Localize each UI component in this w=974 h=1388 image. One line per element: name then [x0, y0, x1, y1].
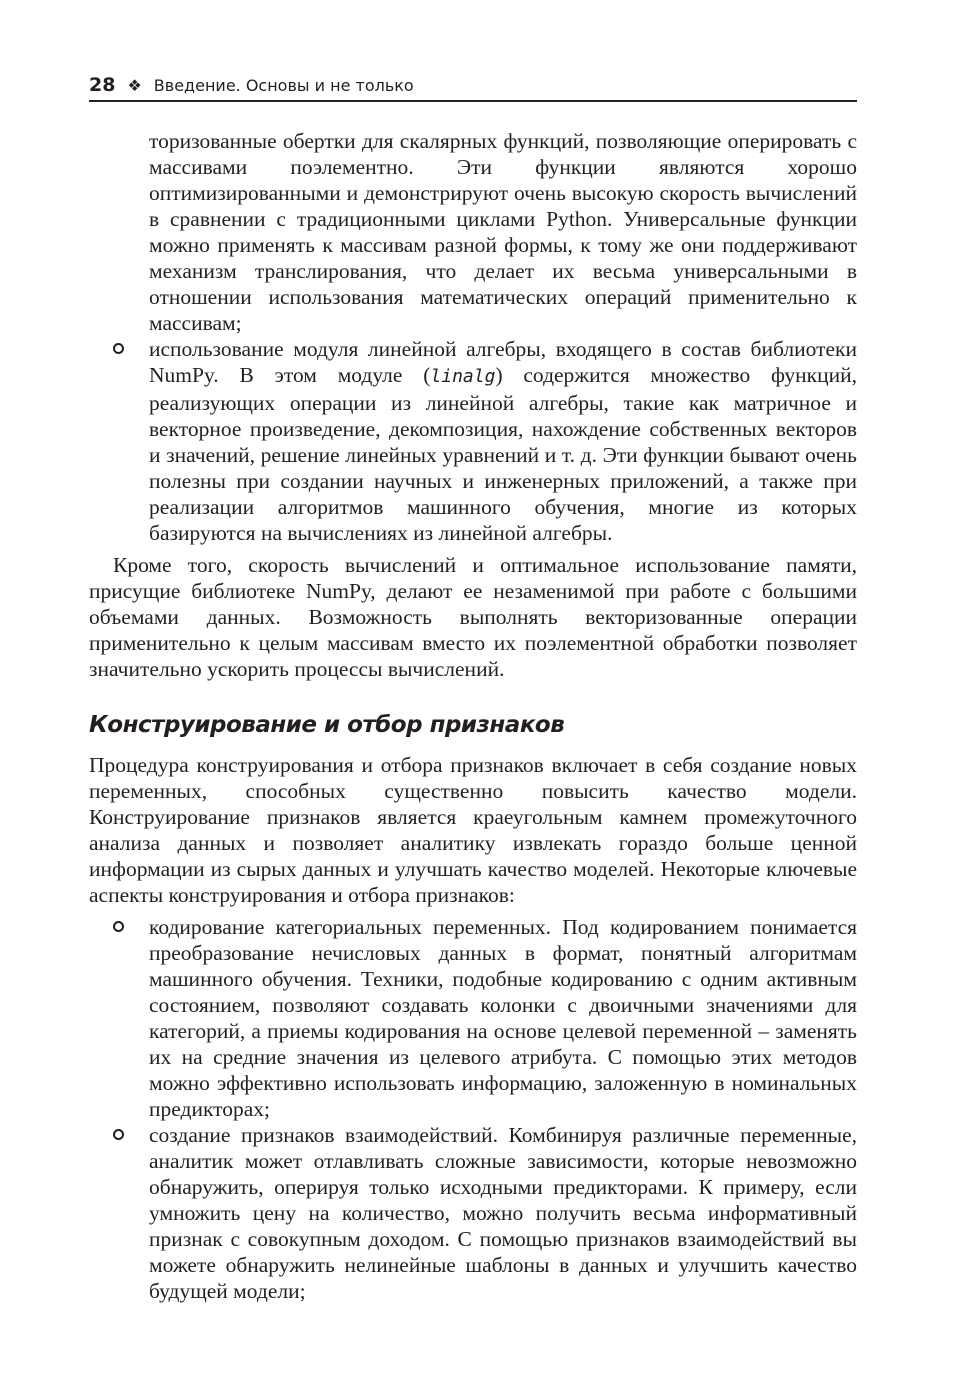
list-item: [89, 336, 857, 546]
list-item-continuation: [89, 128, 857, 336]
page-body: [89, 128, 857, 1304]
list-item: [89, 1122, 857, 1304]
feature-list: [89, 914, 857, 1304]
inline-code: linalg: [430, 366, 496, 387]
running-title: Введение. Основы и не только: [153, 75, 414, 95]
list-item-text: использование модуля линейной алгебры, входящего в состав библиотеки NumPy. В этом модуле (: [149, 337, 857, 387]
paragraph: Процедура конструирования и отбора признаков включает в себя создание новых переменных, способных существенно повысить качество модели. Конструирование признаков является краеугольным камнем промежуточного анализа данных и позволяет аналитику извлекать гораздо больше ценной информации из сырых данных и улучшать качество моделей. Некоторые ключевые аспекты конструирования и отбора признаков:: [89, 753, 857, 907]
page-number: 28: [89, 74, 116, 96]
bullet-circle-icon: [113, 1129, 124, 1140]
ornament-icon: ❖: [127, 75, 142, 95]
bullet-circle-icon: [113, 921, 124, 932]
paragraph: Кроме того, скорость вычислений и оптимальное использование памяти, присущие библиотеке NumPy, делают ее незаменимой при работе с большими объемами данных. Возможность выполнять векторизованные операции применительно к целым массивам вместо их поэлементной обработки позволяет значительно ускорить процессы вычислений.: [89, 553, 857, 681]
running-header: [89, 70, 857, 102]
list-item-text: кодирование категориальных переменных. Под кодированием понимается преобразование нечисловых данных в формат, понятный алгоритмам машинного обучения. Техники, подобные кодированию с одним активным состоянием, позволяют создавать колонки с двоичными значениями для категорий, а приемы кодирования на основе целевой переменной – заменять их на средние значения из целевого атрибута. С помощью этих методов можно эффективно использовать информацию, заложенную в номинальных предикторах;: [149, 915, 857, 1121]
section-heading: Конструирование и отбор признаков: [89, 712, 565, 738]
list-item-text: создание признаков взаимодействий. Комбинируя различные переменные, аналитик может отлавливать сложные зависимости, которые невозможно обнаружить, оперируя только исходными предикторами. К примеру, если умножить цену на количество, можно получить весьма информативный признак с совокупным доходом. С помощью признаков взаимодействий вы можете обнаружить нелинейные шаблоны в данных и улучшить качество будущей модели;: [149, 1123, 857, 1303]
list-item-text: ) содержится множество функций, реализующих операции из линейной алгебры, такие как матричное и векторное произведение, декомпозиция, нахождение собственных векторов и значений, решение линейных уравнений и т. д. Эти функции бывают очень полезны при создании научных и инженерных приложений, а также при реализации алгоритмов машинного обучения, многие из которых базируются на вычислениях из линейной алгебры.: [149, 363, 857, 545]
list-item-text: торизованные обертки для скалярных функций, позволяющие оперировать с массивами поэлементно. Эти функции являются хорошо оптимизированными и демонстрируют очень высокую скорость вычислений в сравнении с традиционными циклами Python. Универсальные функции можно применять к массивам разной формы, к тому же они поддерживают механизм транслирования, что делает их весьма универсальными в отношении использования математических операций применительно к массивам;: [149, 129, 857, 335]
list-item: [89, 914, 857, 1122]
bullet-circle-icon: [113, 343, 124, 354]
